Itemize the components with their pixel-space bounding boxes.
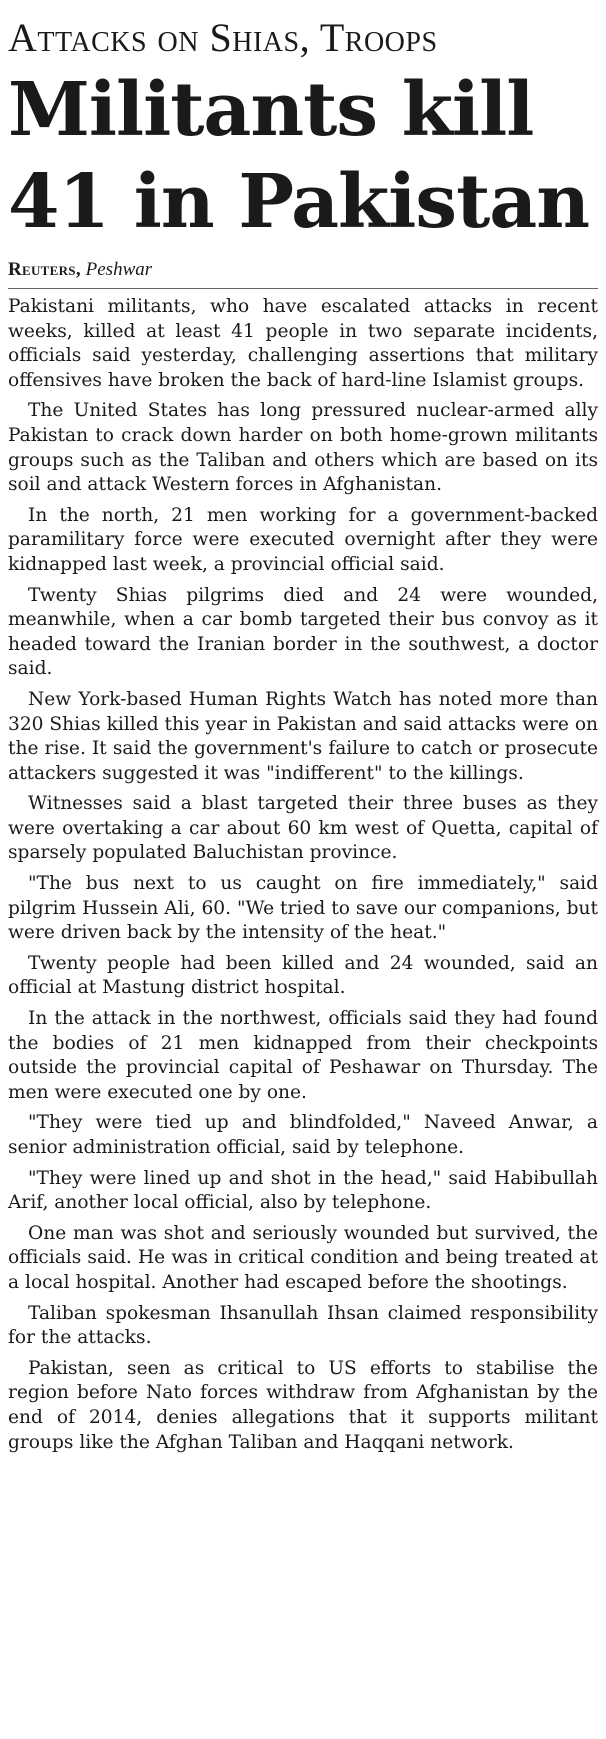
paragraph: In the attack in the northwest, officials said they had found the bodies of 21 men kidnapped from their checkpoints outside the provincial capital of Peshawar on Thursday. The men were executed one by one. [8, 1008, 598, 1103]
paragraph: Pakistani militants, who have escalated attacks in recent weeks, killed at least 41 people in two separate incidents, officials said yesterday, challenging assertions that military offensives have broken the back of hard-line Islamist groups. [8, 296, 598, 391]
paragraph: Witnesses said a blast targeted their three buses as they were overtaking a car about 60 km west of Quetta, capital of sparsely populated Baluchistan province. [8, 793, 598, 864]
paragraph: "The bus next to us caught on fire immediately," said pilgrim Hussein Ali, 60. "We tried to save our companions, but were driven back by the intensity of the heat." [8, 873, 598, 944]
byline [8, 258, 598, 289]
paragraph: New York-based Human Rights Watch has noted more than 320 Shias killed this year in Pakistan and said attacks were on the rise. It said the government's failure to catch or prosecute attackers suggested it was "indifferent" to the killings. [8, 688, 598, 784]
byline-agency: Reuters, [8, 259, 81, 280]
paragraph: Pakistan, seen as critical to US efforts to stabilise the region before Nato forces withdraw from Afghanistan by the end of 2014, denies allegations that it supports militant groups like the Afghan Taliban and Haqqani network. [8, 1357, 598, 1453]
paragraph: In the north, 21 men working for a government-backed paramilitary force were executed overnight after they were kidnapped last week, a provincial official said. [8, 504, 598, 575]
article-body [8, 295, 598, 1455]
paragraph: Twenty people had been killed and 24 wounded, said an official at Mastung district hospital. [8, 952, 598, 999]
paragraph: Taliban spokesman Ihsanullah Ihsan claimed responsibility for the attacks. [8, 1302, 598, 1349]
paragraph: "They were lined up and shot in the head," said Habibullah Arif, another local official, also by telephone. [8, 1167, 598, 1214]
article-headline: Militants kill 41 in Pakistan [8, 67, 589, 245]
paragraph: One man was shot and seriously wounded but survived, the officials said. He was in critical condition and being treated at a local hospital. Another had escaped before the shootings. [8, 1222, 598, 1293]
paragraph: "They were tied up and blindfolded," Naveed Anwar, a senior administration official, said by telephone. [8, 1112, 598, 1158]
article-kicker: Attacks on Shias, Troops [8, 15, 438, 60]
paragraph: Twenty Shias pilgrims died and 24 were wounded, meanwhile, when a car bomb targeted their bus convoy as it headed toward the Iranian border in the southwest, a doctor said. [8, 584, 598, 680]
byline-location: Peshwar [85, 259, 153, 280]
paragraph: The United States has long pressured nuclear-armed ally Pakistan to crack down harder on both home-grown militants groups such as the Taliban and others which are based on its soil and attack Western forces in Afghanistan. [8, 400, 598, 496]
